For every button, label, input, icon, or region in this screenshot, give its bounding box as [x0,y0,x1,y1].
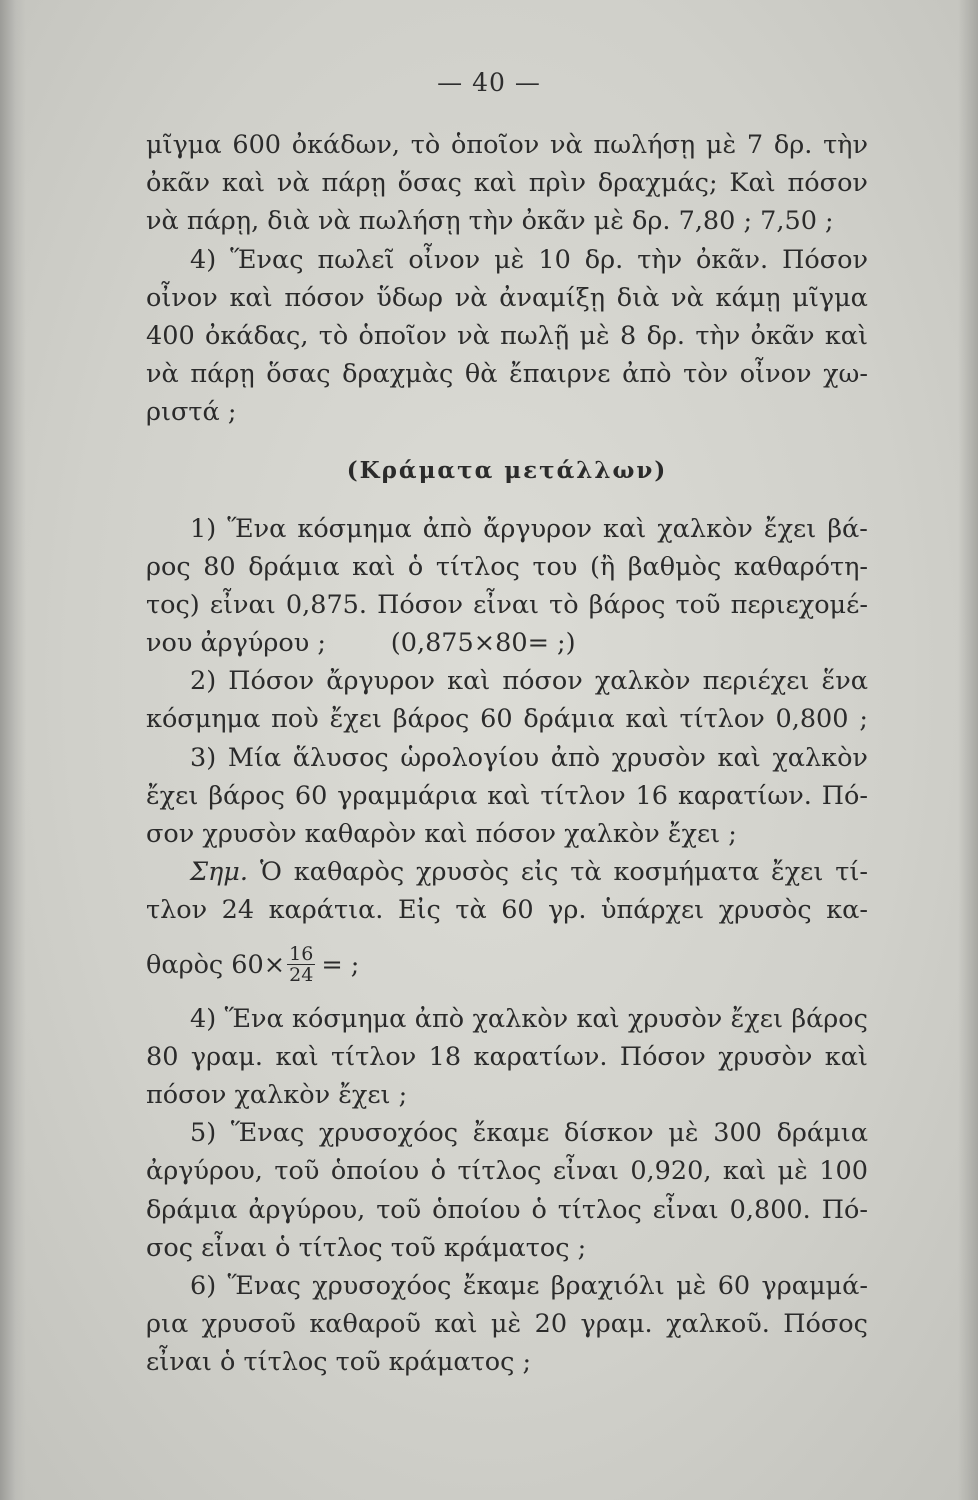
word: χαλκοῦ. [666,1309,770,1340]
alloy-problem-3 [146,739,868,854]
word: ὡρολογίου [400,742,540,773]
word: ἀπὸ [550,742,601,773]
text-line [146,891,868,929]
word: Ἕνας [230,1118,305,1149]
word: Ἕνας [230,244,304,275]
section-heading [146,432,868,510]
word: μὲ [490,1309,522,1340]
word: εἶναι [652,1194,719,1225]
word: Εἰς [397,895,441,926]
word: πωλῇ [500,320,570,351]
word: τίτλον [679,704,765,735]
word: 60 [480,704,513,735]
word: γραμμάρια [337,780,478,811]
text-line: εἶναι ὁ τίτλος τοῦ κράματος ; [146,1347,532,1378]
word: ἄργυρον [483,513,592,544]
word: εἶναι [209,589,276,620]
word: τὴν [695,320,741,351]
word: δρ. [584,244,624,275]
word: ὁ [407,551,424,582]
note-formula-line [146,930,868,1000]
word: γραμ. [580,1309,653,1340]
text-line: νου ἀργύρου ; (0,875×80= ;) [146,628,576,659]
text-line [146,1038,868,1076]
text-line: ριστά ; [146,397,237,428]
word: 3) [190,742,217,773]
word: ρια [146,1309,189,1340]
word: βάρος [791,1003,868,1034]
word: ὀκᾶν [146,168,211,199]
word: νὰ [146,359,179,390]
word: τίτλος [435,551,520,582]
word: 0,920, [630,1156,712,1187]
word: οἶνον [408,244,481,275]
word: 7 [746,130,764,160]
word: ὁ [531,1194,547,1225]
word: δράμια [523,704,615,735]
text-line [146,662,868,700]
word: χαλκὸν [472,1003,569,1034]
word: ὀκάδας, [204,320,309,351]
word: οἶνον [146,282,218,313]
word: τίτλος [557,1194,642,1225]
word: 5) [190,1118,217,1149]
word: καὶ [722,1156,767,1187]
word: 18 [428,1041,462,1072]
word: ; [859,704,868,735]
word: εἶναι [473,589,540,620]
word: πωλήσῃ [593,130,696,160]
page-right-edge-shadow [958,0,978,1500]
text-line [146,1152,868,1190]
word: καὶ [352,551,396,582]
text-line [146,164,868,202]
word: Καὶ [729,168,776,199]
text-line [146,700,868,738]
alloy-problem-1 [146,510,868,663]
word: ἔπαιρνε [509,359,611,390]
word: ἔχει [763,513,817,544]
word: 2) [190,666,217,697]
word: τὸν [683,359,729,390]
word: ἕνα [821,666,868,697]
word: μῖγμα [792,282,868,313]
word: πόσον [787,168,868,199]
word: 300 [713,1118,762,1149]
text-line [146,586,868,624]
word: ἀργύρου, [146,1156,263,1187]
word: ὀκάδων, [291,130,401,160]
word: μὲ [777,1156,808,1187]
word: καὶ [229,282,273,313]
word: Πόσον [377,589,463,620]
word: ὀκᾶν. [696,244,769,275]
word: 4) [190,1003,217,1034]
note-paragraph [146,853,868,999]
word: καρατίων. [677,780,812,811]
word: νὰ [276,168,310,199]
problem-4-paragraph [146,241,868,432]
word: γραμ. [190,1041,264,1072]
text-line: νὰ πάρῃ, διὰ νὰ πωλήσῃ τὴν ὀκᾶν μὲ δρ. 7,80 ; 7,50 ; [146,206,834,237]
word: καὶ [625,704,669,735]
word: ὁ [430,1156,446,1187]
word: 24 [221,895,255,926]
word: γραμμά- [761,1270,868,1301]
word: Πόσος [783,1309,868,1340]
word: πόσον [284,282,365,313]
word: τλον [146,895,208,926]
word: κάμῃ [715,282,781,313]
word: τίτλος [457,1156,542,1187]
text-line: πόσον χαλκὸν ἔχει ; [146,1079,408,1110]
text-line [146,1191,868,1229]
word: ἔχει [730,1003,783,1034]
word: καὶ [824,1041,868,1072]
word: ἔχει [329,704,382,735]
word: 400 [146,320,195,351]
word: νὰ [457,320,490,351]
word: καὶ [221,168,266,199]
word: του [532,551,578,582]
word: πρὶν [528,168,586,199]
word: τίτλον [540,780,626,811]
word: κόσμημα [292,1003,407,1034]
word: δρ. [646,320,686,351]
note-abbreviation: Σημ. [190,857,248,888]
word: ὁποίου [432,1194,521,1225]
word: Ἕνας [227,1270,301,1301]
word: 6) [190,1270,217,1301]
alloy-problem-4 [146,1000,868,1115]
word: νὰ [454,282,488,313]
word: καὶ [717,742,761,773]
text-line [146,1000,868,1038]
word: ἅλυσος [292,742,389,773]
word: 600 [232,130,282,160]
text-line [146,739,868,777]
word: χρυσὸν [628,1003,723,1034]
word: πωλεῖ [317,244,395,275]
word: δίσκον [564,1118,654,1149]
text-line [146,279,868,317]
text-line [146,510,868,548]
text-line: σος εἶναι ὁ τίτλος τοῦ κράματος ; [146,1232,587,1263]
word: 0,800. [729,1194,811,1225]
word: βάρος [588,589,666,620]
word: τὴν [823,130,868,160]
section-heading-text: (Κράματα μετάλλων) [346,456,668,484]
word: καὶ [487,780,531,811]
word: περιεχομέ- [730,589,868,620]
word: μῖγμα [146,130,222,160]
word: ἀναμίξῃ [499,282,606,313]
word: ἀργύρου, [248,1194,366,1225]
word: δραχμὰς [342,359,454,390]
word: καθαρότη- [733,551,868,582]
word: 80 [146,1041,179,1072]
word: θὰ [464,359,498,390]
formula-prefix: θαρὸς 60× [146,949,286,980]
word: 20 [534,1309,568,1340]
word: Πόσον [619,1041,706,1072]
word: τὸ [549,589,579,620]
word: δράμια [776,1118,868,1149]
word: τὰ [455,895,487,926]
word: ἀπὸ [622,359,672,390]
text-line [146,126,868,164]
page-left-edge-shadow [0,0,26,1500]
word: χρυσὸν [718,1041,813,1072]
word: χρυσοῦ [201,1309,296,1340]
word: ὁποῖον [450,130,540,160]
word: ἀπὸ [422,513,473,544]
word: καὶ [434,1309,478,1340]
alloy-problem-5 [146,1114,868,1267]
intro-paragraph [146,126,868,241]
word: δρ. [773,130,813,160]
note-line [146,853,868,891]
word: ρος [146,551,191,582]
word: καὶ [603,513,647,544]
word: χρυσὸς [718,895,812,926]
word: χαλκὸν [657,513,753,544]
word: βάρος [392,704,470,735]
word: ὁποίου [330,1156,420,1187]
word: χρυσοχόος [318,1118,459,1149]
word: περιέχει [702,666,810,697]
word: κα- [826,895,868,926]
text-line [146,355,868,393]
text-line [146,1114,868,1152]
note-text: Ὁ καθαρὸς χρυσὸς εἰς τὰ κοσμήματα ἔχει τί- [260,857,868,888]
text-line: σον χρυσὸν καθαρὸν καὶ πόσον χαλκὸν ἔχει ; [146,819,737,849]
word: 10 [538,244,571,275]
word: (ἢ [589,551,616,582]
word: Πό- [821,780,868,811]
word: τὸ [318,320,349,351]
word: 0,800 [775,704,849,735]
text-line [146,317,868,355]
word: τὴν [637,244,683,275]
fraction [287,944,315,985]
word: Ἕνα [224,1003,284,1034]
word: ἔκαμε [472,1118,550,1149]
text-line [146,241,868,279]
page-number: — 40 — [437,68,541,97]
word: πόσον [502,666,583,697]
word: κόσμημα [146,704,261,735]
word: χρυσοχόος [312,1270,452,1301]
word: ὁποῖον [358,320,447,351]
word: τοῦ [376,1194,422,1225]
word: ὀκᾶν [750,320,815,351]
word: μὲ [676,1270,707,1301]
word: 1) [190,513,217,544]
word: νὰ [671,282,704,313]
word: βά- [827,513,868,544]
word: χω- [823,359,868,390]
word: καράτια. [268,895,384,926]
word: καὶ [576,1003,620,1034]
word: μὲ [579,320,610,351]
word: πάρῃ [321,168,386,199]
alloy-problem-6 [146,1267,868,1382]
word: ἀπὸ [414,1003,465,1034]
text-line [146,548,868,586]
word: 16 [635,780,668,811]
word: τὸ [410,130,441,160]
word: 0,875. [285,589,367,620]
word: 60 [717,1270,751,1301]
word: καθαροῦ [309,1309,421,1340]
word: πάρῃ [190,359,255,390]
page-text [146,126,868,1381]
word: χαλκὸν [772,742,868,773]
word: οἶνον [739,359,812,390]
alloy-problem-2 [146,662,868,738]
word: δραχμάς; [597,168,718,199]
word: εἶναι [552,1156,619,1187]
word: ἄργυρον [326,666,436,697]
word: τοῦ [675,589,721,620]
word: χαλκὸν [594,666,691,697]
word: καρατίων. [473,1041,608,1072]
word: 8 [620,320,637,351]
word: 80 [203,551,236,582]
word: Μία [227,742,282,773]
text-line [146,1267,868,1305]
word: διὰ [616,282,660,313]
word: δράμια [146,1194,238,1225]
word: δράμια [248,551,340,582]
word: νὰ [550,130,583,160]
word: μὲ [668,1118,699,1149]
word: μὲ [494,244,525,275]
word: τίτλον [331,1041,417,1072]
fraction-numerator: 16 [289,943,314,966]
word: 60 [501,895,534,926]
text-line [146,777,868,815]
word: 100 [819,1156,868,1187]
word: ὑπάρχει [601,895,705,926]
text-line [146,1305,868,1343]
word: ὅσας [266,359,331,390]
word: ποὺ [271,704,319,735]
word: καὶ [473,168,517,199]
fraction-denominator: 24 [289,964,314,987]
word: ὅσας [397,168,462,199]
word: τος) [146,589,200,620]
word: χρυσὸν [611,742,706,773]
word: βραχιόλι [550,1270,665,1301]
word: ὕδωρ [376,282,444,313]
word: βαθμὸς [627,551,722,582]
word: Πόσον [228,666,315,697]
word: γρ. [548,895,587,926]
word: τοῦ [274,1156,320,1187]
word: ἔχει [146,780,199,811]
word: Πόσον [782,244,868,275]
formula-suffix: = ; [321,949,360,980]
word: μὲ [705,130,737,160]
word: 60 [294,780,328,811]
word: βάρος [208,780,285,811]
word: καὶ [447,666,491,697]
word: Πό- [821,1194,868,1225]
word: ἔκαμε [462,1270,540,1301]
word: 4) [190,244,217,275]
word: κόσμημα [297,513,412,544]
word: καὶ [824,320,868,351]
word: Ἕνα [227,513,287,544]
word: καὶ [275,1041,319,1072]
